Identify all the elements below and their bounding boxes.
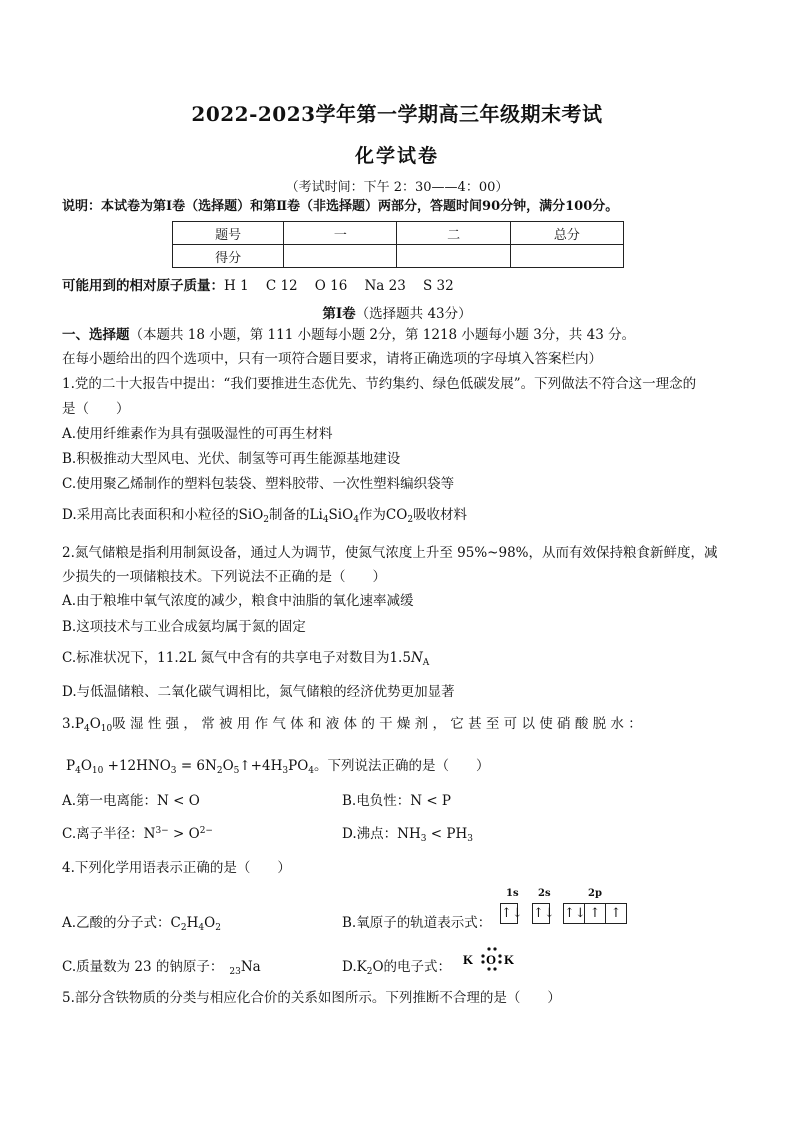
orbital-arrows-icon: ↑ bbox=[585, 903, 606, 924]
q1-option-a: A.使用纤维素作为具有强吸湿性的可再生材料 bbox=[62, 426, 333, 442]
score-input-cell[interactable] bbox=[284, 245, 397, 268]
q3-option-d: D.沸点：$NH_3 < PH_3$ bbox=[342, 826, 473, 844]
q2-option-d: D.与低温储粮、二氧化碳气调相比，氮气储粮的经济优势更加显著 bbox=[62, 684, 455, 700]
section-title bbox=[0, 302, 794, 322]
section-title-bold: 第Ⅰ卷 bbox=[322, 306, 356, 322]
q1-option-c: C.使用聚乙烯制作的塑料包装袋、塑料胶带、一次性塑料编织袋等 bbox=[62, 476, 455, 492]
score-input-cell[interactable] bbox=[397, 245, 510, 268]
score-table-header-row bbox=[173, 222, 624, 245]
q2-option-a: A.由于粮堆中氧气浓度的减少，粮食中油脂的氧化速率减缓 bbox=[62, 593, 414, 609]
score-input-cell[interactable] bbox=[510, 245, 623, 268]
atomic-mass-values: H 1 C 12 O 16 Na 23 S 32 bbox=[224, 278, 454, 294]
q4-option-a: A.乙酸的分子式：$C_2H_4O_2$ bbox=[62, 915, 221, 933]
q3-option-b: B.电负性：N < P bbox=[342, 793, 452, 809]
orbital-box-2s bbox=[532, 903, 555, 924]
q1-stem-line1: 1.党的二十大报告中提出：“我们要推进生态优先、节约集约、绿色低碳发展”。下列做法不符合这一理念的 bbox=[62, 376, 697, 392]
atomic-mass-label: 可能用到的相对原子质量： bbox=[62, 278, 224, 294]
q2-stem-line1: 2.氮气储粮是指利用制氮设备，通过人为调节，使氮气浓度上升至 95%~98%，从而有效保持粮食新鲜度，减 bbox=[62, 545, 718, 561]
q1-stem-line2: 是（ ） bbox=[62, 401, 130, 417]
orbital-label-2s: 2s bbox=[538, 888, 551, 899]
score-header-cell: 一 bbox=[284, 222, 397, 245]
section-heading-rest: （本题共 18 小题，第 111 小题每小题 2分，第 1218 小题每小题 3分，共 43 分。 bbox=[129, 327, 636, 343]
q3-option-a: A.第一电离能：N < O bbox=[62, 793, 200, 809]
exam-title: 2022-2023学年第一学期高三年级期末考试 bbox=[191, 102, 603, 126]
q3-option-c: C.离子半径：$N^{3-} > O^{2-}$ bbox=[62, 826, 213, 842]
exam-time: （考试时间：下午 2：30——4：00） bbox=[285, 180, 509, 195]
orbital-arrows-icon: ↑ bbox=[606, 903, 627, 924]
score-header-cell: 二 bbox=[397, 222, 510, 245]
orbital-arrows-icon: ↑↓ bbox=[532, 903, 550, 924]
q1-option-d: D.采用高比表面积和小粒径的SiO$_2$制备的$Li_4SiO_4$作为$CO_2$吸收材料 bbox=[62, 507, 468, 525]
electron-dot-k-right: K bbox=[504, 952, 515, 967]
orbital-label-2p: 2p bbox=[588, 888, 602, 899]
q2-option-c: C.标准状况下，11.2L 氮气中含有的共享电子对数目为$1.5N_A$ bbox=[62, 650, 430, 668]
q3-stem-line2: $P_4O_{10} +12HNO_3$ = $6N_2O_5↑+4H_3PO_4$。下列说法正确的是（ ） bbox=[66, 758, 490, 776]
section-instruction: 在每小题给出的四个选项中，只有一项符合题目要求，请将正确选项的字母填入答案栏内） bbox=[62, 351, 602, 367]
q4-option-b: B.氧原子的轨道表示式： bbox=[342, 915, 492, 931]
orbital-box-2p bbox=[563, 903, 627, 924]
score-header-cell: 总分 bbox=[510, 222, 623, 245]
q2-stem-line2: 少损失的一项储粮技术。下列说法不正确的是（ ） bbox=[62, 569, 386, 585]
score-table-row bbox=[173, 245, 624, 268]
score-row-label: 得分 bbox=[173, 245, 284, 268]
section-heading bbox=[62, 326, 635, 344]
orbital-arrows-icon: ↑↓ bbox=[563, 903, 585, 924]
section-heading-bold: 一、选择题 bbox=[62, 327, 130, 343]
score-header-cell: 题号 bbox=[173, 222, 284, 245]
q1-option-b: B.积极推动大型风电、光伏、制氢等可再生能源基地建设 bbox=[62, 451, 401, 467]
orbital-arrows-icon: ↑↓ bbox=[500, 903, 518, 924]
atomic-mass-line bbox=[62, 277, 454, 295]
orbital-label-1s: 1s bbox=[506, 888, 519, 899]
exam-note: 说明：本试卷为第Ⅰ卷（选择题）和第Ⅱ卷（非选择题）两部分，答题时间90分钟，满分100分。 bbox=[62, 199, 619, 214]
q4-option-d: $D.K_2O$的电子式： bbox=[342, 959, 452, 977]
orbital-box-1s bbox=[500, 903, 523, 924]
q3-stem-line1: $3.P_4O_{10}$吸 湿 性 强 ， 常 被 用 作 气 体 和 液 体 的 干 燥 剂 ， 它 甚 至 可 以 使 硝 酸 脱 水 ： bbox=[62, 716, 642, 734]
q5-stem: 5.部分含铁物质的分类与相应化合价的关系如图所示。下列推断不合理的是（ ） bbox=[62, 990, 561, 1006]
electron-dot-formula bbox=[462, 945, 518, 975]
subject-title: 化学试卷 bbox=[354, 145, 439, 167]
electron-dot-o: O bbox=[486, 952, 497, 967]
q4-option-c: C.质量数为 23 的钠原子： $_{23}$Na bbox=[62, 959, 261, 977]
section-title-rest: （选择题共 43分） bbox=[355, 306, 472, 322]
electron-dot-k-left: K bbox=[463, 952, 474, 967]
score-table bbox=[172, 221, 624, 268]
q4-stem: 4.下列化学用语表示正确的是（ ） bbox=[62, 860, 291, 876]
q2-option-b: B.这项技术与工业合成氨均属于氮的固定 bbox=[62, 619, 306, 635]
